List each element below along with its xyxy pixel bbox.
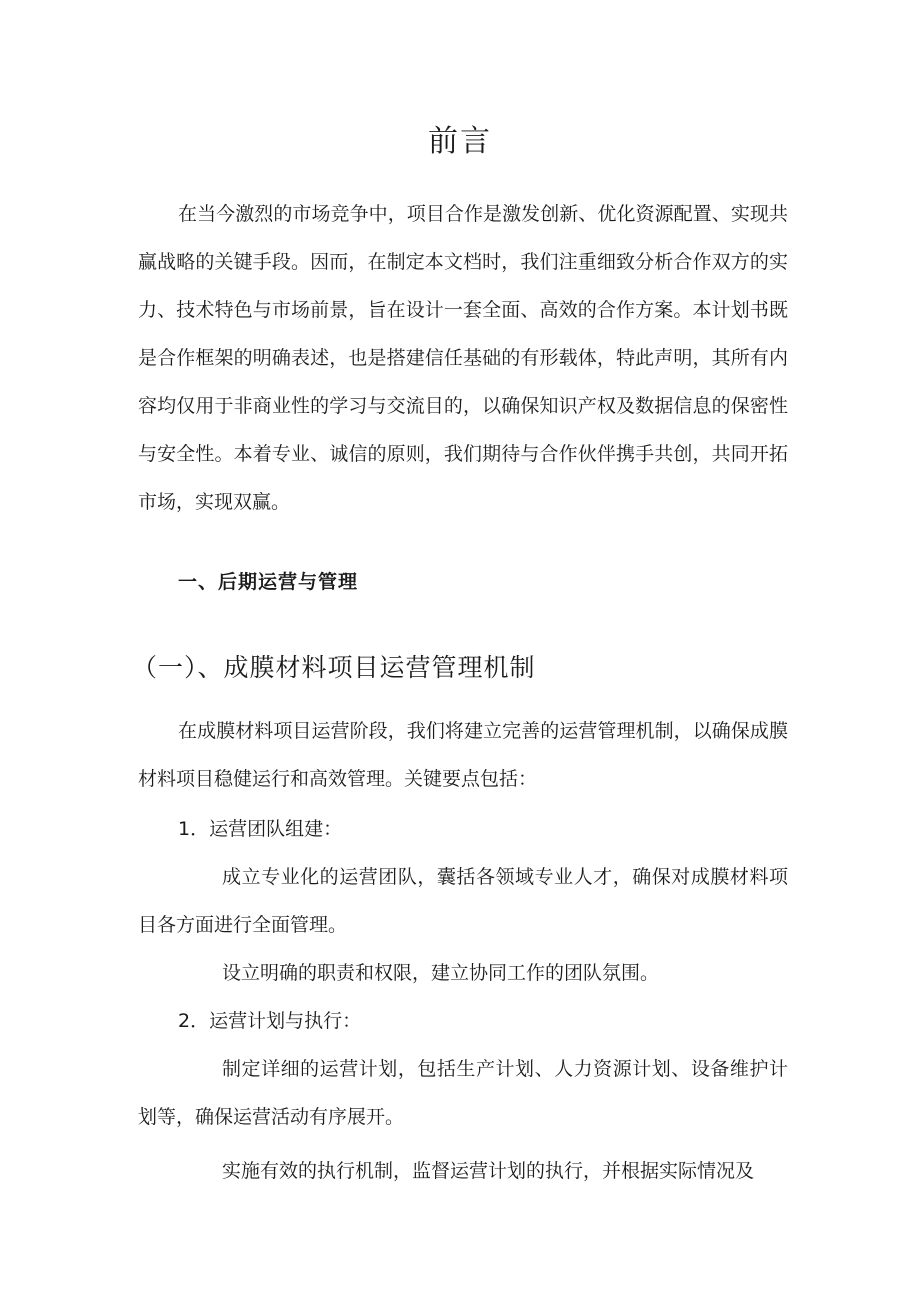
page-title: 前言 xyxy=(428,124,492,159)
item-2-paragraph-1: 制定详细的运营计划，包括生产计划、人力资源计划、设备维护计划等，确保运营活动有序展开。 xyxy=(138,1058,788,1128)
section-heading: 一、后期运营与管理 xyxy=(178,571,359,593)
intro-paragraph: 在当今激烈的市场竞争中，项目合作是激发创新、优化资源配置、实现共赢战略的关键手段。因而，在制定本文档时，我们注重细致分析合作双方的实力、技术特色与市场前景，旨在设计一套全面、高效的合作方案。本计划书既是合作框架的明确表述，也是搭建信任基础的有形载体，特此声明，其所有内容均仅用于非商业性的学习与交流目的，以确保知识产权及数据信息的保密性与安全性。本着专业、诚信的原则，我们期待与合作伙伴携手共创，共同开拓市场，实现双赢。 xyxy=(138,203,788,513)
item-1-paragraph-2: 设立明确的职责和权限，建立协同工作的团队氛围。 xyxy=(222,962,660,984)
item-heading-1: 1．运营团队组建： xyxy=(178,818,343,840)
item-2-paragraph-2: 实施有效的执行机制，监督运营计划的执行，并根据实际情况及 xyxy=(222,1160,755,1182)
item-1-paragraph-1: 成立专业化的运营团队，囊括各领域专业人才，确保对成膜材料项目各方面进行全面管理。 xyxy=(138,866,788,936)
subsection-intro-paragraph: 在成膜材料项目运营阶段，我们将建立完善的运营管理机制，以确保成膜材料项目稳健运行和高效管理。关键要点包括： xyxy=(138,720,788,790)
item-heading-2: 2．运营计划与执行： xyxy=(178,1010,362,1032)
subsection-heading: （一）、成膜材料项目运营管理机制 xyxy=(132,653,536,682)
